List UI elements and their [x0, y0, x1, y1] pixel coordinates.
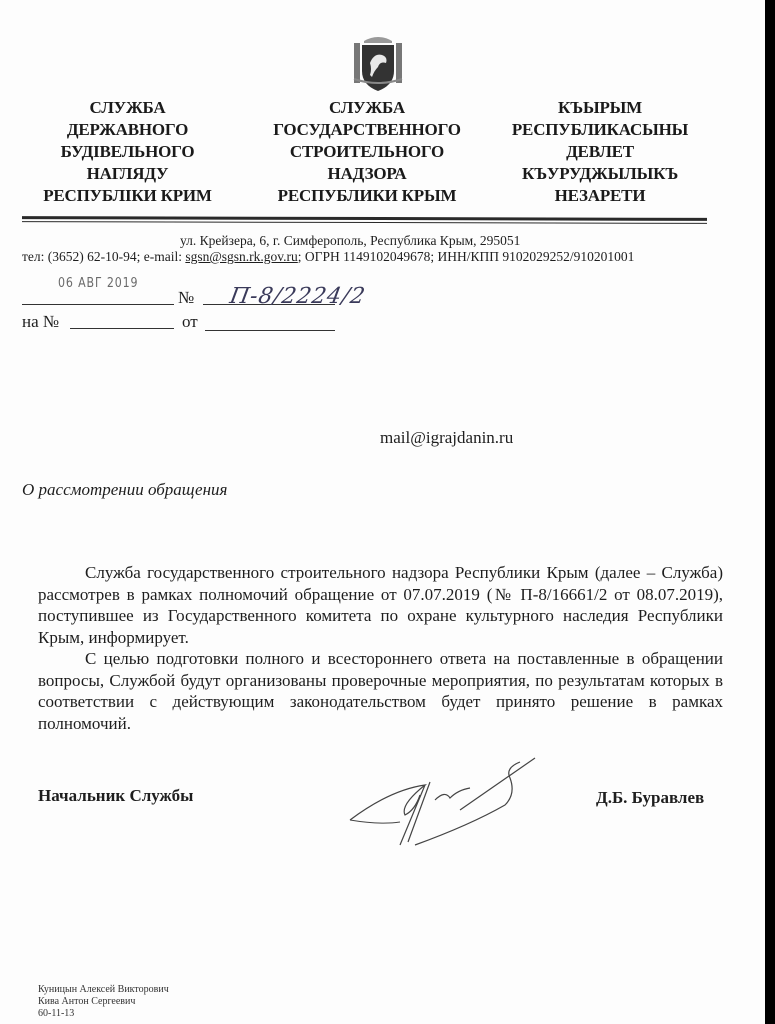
recipient-email: mail@igrajdanin.ru — [380, 428, 514, 447]
header-divider-thin — [22, 221, 707, 224]
contact-line — [22, 249, 634, 265]
ref-label: на № — [22, 312, 60, 331]
registry-text: ; ОГРН 1149102049678; ИНН/КПП 9102029252/910201001 — [297, 249, 635, 264]
header-russian — [252, 97, 482, 207]
header-line: СЛУЖБА — [89, 98, 166, 117]
header-ukrainian — [20, 97, 235, 207]
header-line: СЛУЖБА — [329, 98, 405, 117]
letter-subject: О рассмотрении обращения — [22, 480, 228, 499]
scan-edge — [765, 0, 775, 1024]
signatory-title: Начальник Службы — [38, 786, 194, 805]
header-line: РЕСПУБЛИКАСЫНЫ — [511, 120, 689, 139]
phone-text: тел: (3652) 62-10-94; e-mail: — [22, 249, 186, 264]
header-line: ДЕРЖАВНОГО — [66, 120, 189, 139]
coat-of-arms-icon — [350, 33, 406, 93]
executor-name: Куницын Алексей Викторович — [38, 984, 169, 995]
signatory-name: Д.Б. Буравлев — [596, 788, 705, 807]
header-line: КЪЫРЫМ — [558, 98, 642, 117]
email-link[interactable]: sgsn@sgsn.rk.gov.ru — [185, 249, 298, 264]
ref-line — [70, 328, 174, 329]
header-line: НАГЛЯДУ — [86, 164, 169, 183]
header-line: ГОСУДАРСТВЕННОГО — [273, 120, 461, 139]
body-paragraph: Служба государственного строительного надзора Республики Крым (далее – Служба) рассмотрев в рамках полномочий обращение от 07.07.2019 (№ П-8/16661/2 от 08.07.2019), поступившее из Государственного комитета по охране культурного наследия Республики Крым, информирует. — [38, 563, 723, 647]
header-line: НЕЗАРЕТИ — [554, 186, 646, 205]
header-line: СТРОИТЕЛЬНОГО — [289, 142, 445, 161]
header-line: НАДЗОРА — [327, 164, 407, 183]
address-line: ул. Крейзера, 6, г. Симферополь, Республика Крым, 295051 — [180, 233, 521, 248]
from-line — [205, 330, 335, 331]
header-line: РЕСПУБЛИКИ КРЫМ — [277, 186, 457, 205]
handwritten-signature-icon — [330, 750, 560, 850]
header-line: БУДІВЕЛЬНОГО — [60, 142, 195, 161]
letter-body — [38, 562, 723, 734]
executor-name: Кива Антон Сергеевич — [38, 996, 136, 1007]
header-line: КЪУРУДЖЫЛЫКЪ — [521, 164, 679, 183]
date-line — [22, 304, 174, 305]
header-divider — [22, 216, 707, 221]
body-paragraph: С целью подготовки полного и всестороннего ответа на поставленные в обращении вопросы, Службой будут организованы проверочные мероприятия, по результатам которых в соответствии с действующим законодательством будет принято решение в рамках полномочий. — [38, 649, 723, 733]
header-line: ДЕВЛЕТ — [566, 142, 634, 161]
header-line: РЕСПУБЛІКИ КРИМ — [43, 186, 212, 205]
date-stamp: 06 АВГ 2019 — [58, 276, 139, 291]
executors-block — [38, 984, 169, 1020]
header-crimean-tatar — [480, 97, 720, 207]
number-label: № — [178, 288, 195, 307]
from-label: от — [182, 312, 198, 331]
executor-phone: 60-11-13 — [38, 1008, 75, 1019]
handwritten-number: П-8/2224/2 — [227, 284, 368, 309]
